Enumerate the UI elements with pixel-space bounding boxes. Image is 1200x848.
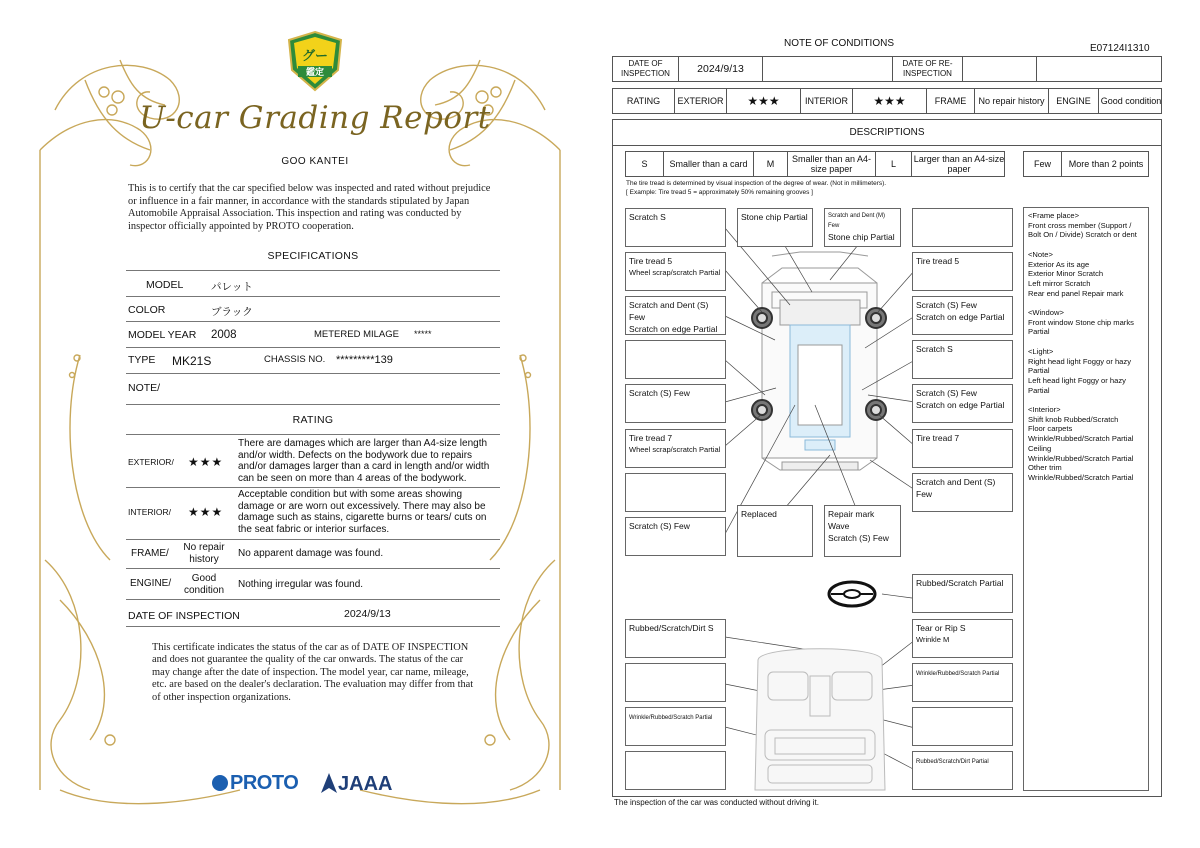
box-text: Scratch and Dent (M) Few: [828, 213, 886, 229]
notes-box: <Frame place> Front cross member (Support / Bolt On / Divide) Scratch or dent <Note> Exterior As its age Exterior Minor Scratch Left mirror Scratch Rear end panel Repair mark <Window> Front window Stone chip marks Partial <Light> Right head light Foggy or hazy Partial Left head light Foggy or hazy Partial <Interior> Shift knob Rubbed/Scratch Floor carpets Wrinkle/Rubbed/Scratch Partial Ceiling Wrinkle/Rubbed/Scratch Partial Other trim Wrinkle/Rubbed/Scratch Partial: [1023, 207, 1149, 791]
model-value: パレット: [211, 281, 253, 293]
spec-row-model: [126, 270, 500, 297]
mileage-label: METERED MILAGE: [314, 329, 399, 340]
rating-row-interior: [126, 487, 500, 540]
box-text: Scratch (S) Few: [629, 521, 690, 531]
box-text: Wrinkle/Rubbed/Scratch Partial: [916, 671, 1000, 677]
box-text: Scratch S: [629, 212, 666, 222]
few-desc: More than 2 points: [1068, 159, 1144, 169]
exterior-label: EXTERIOR/: [128, 457, 174, 467]
condition-box-17: [824, 505, 901, 557]
spec-row-year: [126, 322, 500, 348]
condition-box-5: [625, 252, 726, 291]
frame-label: FRAME: [927, 89, 975, 113]
rating-heading: RATING: [292, 414, 334, 426]
box-text: Scratch and Dent (S) Few: [916, 477, 996, 499]
size-m: M: [754, 152, 788, 176]
engine-label: ENGINE: [1049, 89, 1099, 113]
rating-row-frame: [126, 540, 500, 569]
sheet-heading: NOTE OF CONDITIONS: [784, 38, 894, 49]
box-text: Scratch S: [916, 344, 953, 354]
condition-box-8: [912, 296, 1013, 335]
box-text: Scratch (S) Few: [916, 388, 977, 398]
box-text: Stone chip Partial: [741, 212, 808, 222]
box-text: Scratch (S) Few: [629, 388, 690, 398]
tire-note-1: The tire tread is determined by visual inspection of the degree of wear. (Not in millimeters).: [626, 180, 887, 187]
exterior-stars: ★★★: [188, 455, 224, 469]
box-text-2: Scratch on edge Partial: [916, 400, 1005, 410]
descriptions-heading: DESCRIPTIONS: [613, 120, 1161, 146]
mileage-value: *****: [414, 329, 432, 339]
exterior-label: EXTERIOR: [675, 89, 727, 113]
box-text: Tire tread 7: [629, 433, 673, 443]
spec-row-note: [126, 374, 500, 405]
box-text: Rubbed/Scratch Partial: [916, 578, 1004, 588]
box-text: Scratch (S) Few: [916, 300, 977, 310]
condition-box-7: [625, 296, 726, 335]
steering-wheel-icon: [829, 582, 875, 606]
proto-logo: [212, 772, 298, 795]
box-text-2: Wheel scrap/scratch Partial: [629, 268, 721, 277]
spec-row-type: [126, 348, 500, 374]
interior-stars: ★★★: [853, 89, 927, 113]
condition-box-1: [625, 208, 726, 247]
chassis-value: *********139: [336, 354, 393, 366]
condition-box-14: [912, 473, 1013, 512]
interior-box-4: [912, 663, 1013, 702]
box-text-2: Wrinkle M: [916, 635, 950, 644]
sheet-footer: The inspection of the car was conducted without driving it.: [614, 798, 819, 807]
interior-label: INTERIOR: [801, 89, 853, 113]
box-text: Tear or Rip S: [916, 623, 966, 633]
date-inspection-label: DATE OF INSPECTION: [613, 57, 679, 81]
interior-box-6: [912, 751, 1013, 790]
type-value: MK21S: [172, 354, 212, 368]
interior-box-empty-2: [912, 707, 1013, 746]
box-text: Tire tread 7: [916, 433, 960, 443]
exterior-description: There are damages which are larger than A4-size length and/or width. Defects on the bodywork due to repairs and/or damages larger than a card in length and/or width can be seen on more than 4 areas of the bodywork.: [238, 438, 490, 484]
frame-label: FRAME/: [131, 548, 169, 559]
engine-label: ENGINE/: [130, 578, 172, 589]
specifications-heading: SPECIFICATIONS: [267, 250, 359, 262]
interior-box-5: [625, 707, 726, 746]
rating-row-exterior: [126, 434, 500, 488]
size-l: L: [876, 152, 912, 176]
frame-description: No apparent damage was found.: [238, 548, 384, 559]
jaaa-logo-text: JAAA: [338, 773, 393, 795]
condition-box-12: [625, 429, 726, 468]
model-year-value: 2008: [211, 329, 237, 341]
date-reinspection-label: DATE OF RE-INSPECTION: [893, 57, 963, 81]
color-value: ブラック: [211, 306, 253, 318]
interior-label: INTERIOR/: [128, 507, 171, 517]
svg-text:グー: グー: [301, 49, 329, 64]
condition-box-16: [737, 505, 813, 557]
rating-row-engine: [126, 569, 500, 600]
certificate-disclaimer: This certificate indicates the status of the car as of DATE OF INSPECTION and does not guarantee the quality of the car onwards. The status of the car may change after the date of inspection. The model year, car name, mileage, etc. are based on the dealer's declaration. The evaluation may differ from that of other inspection organizations.: [152, 642, 474, 703]
type-label: TYPE: [128, 354, 156, 366]
box-text: Wrinkle/Rubbed/Scratch Partial: [629, 715, 713, 721]
condition-box-4: [912, 208, 1013, 247]
interior-box-3: [912, 619, 1013, 658]
model-label: MODEL: [146, 279, 184, 291]
size-s: S: [626, 152, 664, 176]
box-text: Rubbed/Scratch/Dirt Partial: [916, 759, 989, 765]
condition-box-15: [625, 517, 726, 556]
interior-box-1: [912, 574, 1013, 613]
box-text-2: Scratch on edge Partial: [916, 312, 1005, 322]
report-subtitle: GOO KANTEI: [281, 156, 349, 167]
model-year-label: MODEL YEAR: [128, 329, 197, 341]
report-title: U-car Grading Report: [139, 100, 491, 136]
size-s-desc: Smaller than a card: [664, 152, 754, 176]
few-label: Few: [1024, 152, 1062, 176]
condition-box-9: [912, 340, 1013, 379]
date-inspection-value: 2024/9/13: [679, 57, 763, 81]
box-text: Tire tread 5: [629, 256, 673, 266]
chassis-label: CHASSIS NO.: [264, 354, 326, 365]
svg-text:鑑定: 鑑定: [305, 68, 325, 78]
interior-stars: ★★★: [188, 505, 224, 519]
date-value: 2024/9/13: [344, 608, 391, 620]
engine-value: Good condition: [1100, 96, 1162, 106]
rating-label: RATING: [613, 89, 675, 113]
engine-description: Nothing irregular was found.: [238, 579, 364, 590]
tire-note-2: [ Example: Tire tread 5 = approximately 50% remaining grooves ]: [626, 189, 813, 196]
jaaa-logo: [320, 772, 392, 796]
condition-box-empty-left-1: [625, 340, 726, 379]
note-of-conditions-sheet: [600, 0, 1200, 848]
box-text: Scratch and Dent (S) Few: [629, 300, 709, 322]
box-text: Rubbed/Scratch/Dirt S: [629, 623, 714, 633]
color-label: COLOR: [128, 304, 166, 316]
exterior-stars: ★★★: [727, 89, 801, 113]
condition-box-10: [625, 384, 726, 423]
note-label: NOTE/: [128, 382, 161, 394]
date-of-inspection-row: [126, 600, 500, 627]
size-m-desc: Smaller than an A4-size paper: [788, 152, 876, 176]
box-text-2: Wheel scrap/scratch Partial: [629, 445, 721, 454]
report-id: E07124I1310: [1090, 43, 1150, 54]
condition-box-2: [737, 208, 813, 247]
frame-value: No repair history: [183, 542, 225, 565]
interior-box-empty-1: [625, 663, 726, 702]
condition-box-11: [912, 384, 1013, 423]
date-label: DATE OF INSPECTION: [128, 610, 240, 622]
condition-box-empty-left-2: [625, 473, 726, 512]
box-text-2: Scratch (S) Few: [828, 533, 889, 543]
condition-box-13: [912, 429, 1013, 468]
interior-description: Acceptable condition but with some areas showing damage or are worn out excessively. There may also be damage such as stains, cigarette burns or tears/ cuts on the seat fabric or interior surfaces.: [238, 489, 487, 535]
goo-kantei-badge: [286, 30, 344, 92]
box-text: Tire tread 5: [916, 256, 960, 266]
interior-box-empty-3: [625, 751, 726, 790]
box-text: Repair mark Wave: [828, 509, 875, 531]
box-text-2: Scratch on edge Partial: [629, 324, 718, 334]
spec-row-color: [126, 296, 500, 322]
condition-box-3: [824, 208, 901, 247]
box-text: Replaced: [741, 509, 777, 519]
engine-value: Good condition: [183, 573, 225, 596]
size-l-desc: Larger than an A4-size paper: [913, 154, 1005, 174]
certification-text: This is to certify that the car specified below was inspected and rated without prejudice or influence in a fair manner, in accordance with the standards stipulated by Japan Automobile Appraisal Association. This inspection and rating was conducted by inspector officially appointed by PROTO cooperation.: [128, 183, 491, 232]
box-text-2: Stone chip Partial: [828, 232, 895, 242]
condition-box-6: [912, 252, 1013, 291]
proto-logo-text: PROTO: [230, 772, 299, 794]
logos: [212, 770, 402, 800]
interior-box-2: [625, 619, 726, 658]
frame-value: No repair history: [975, 89, 1049, 113]
